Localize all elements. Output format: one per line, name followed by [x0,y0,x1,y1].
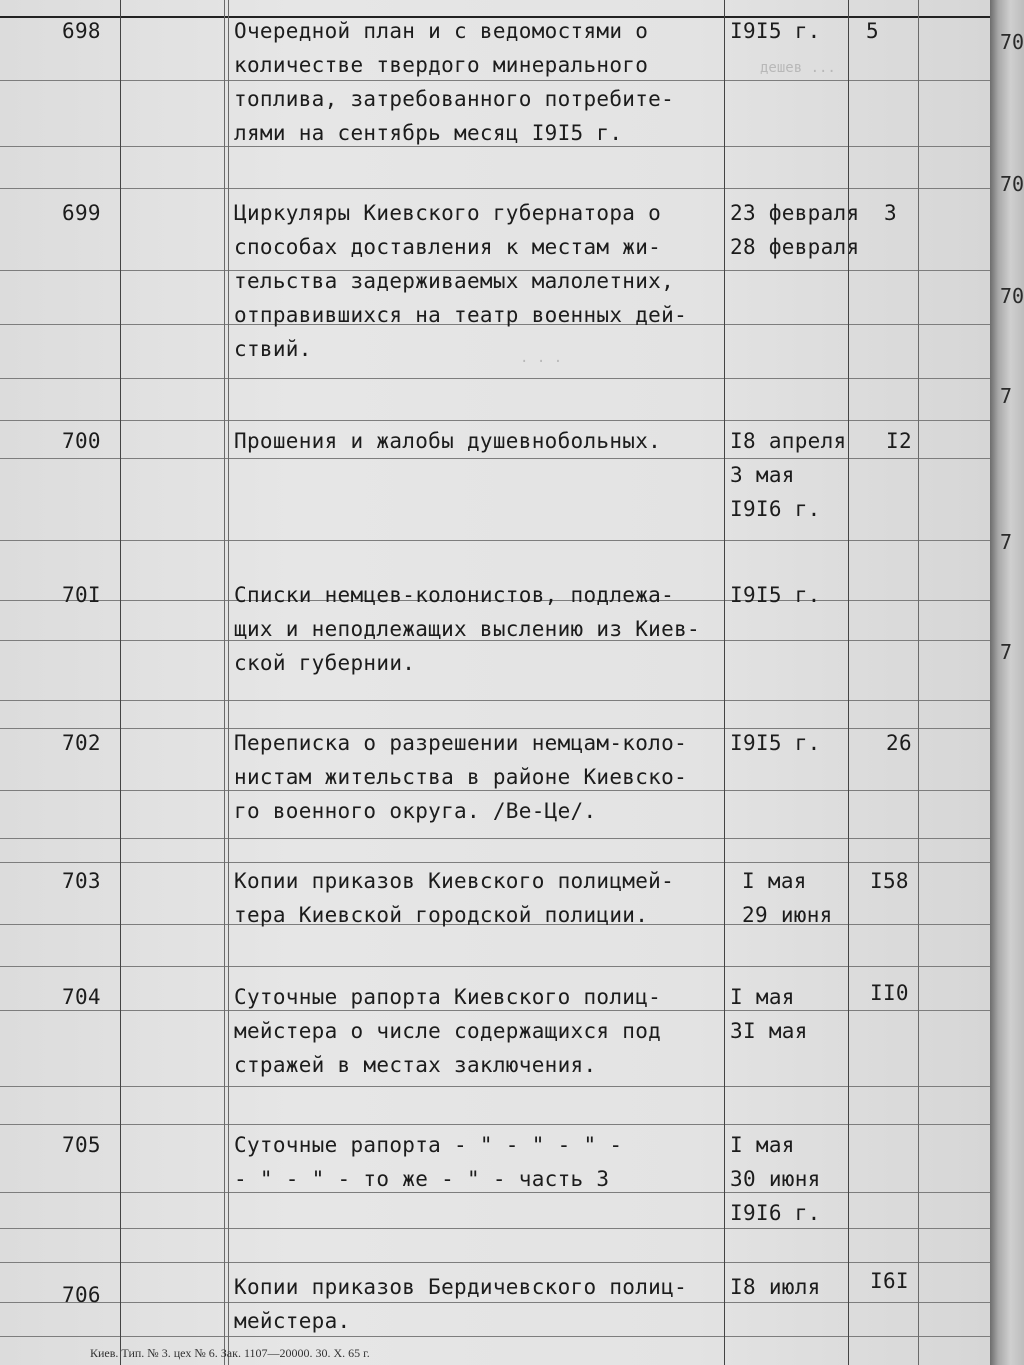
entry-description: Переписка о разрешении немцам-коло- нистам жительства в районе Киевско- го военного округа. /Ве-Це/. [234,731,688,823]
entry-dates: I9I5 г. [730,731,821,755]
entry-description: Циркуляры Киевского губернатора о способах доставления к местам жи- тельства задерживаемых малолетних, отправившихся на театр военных дей- ствий. [234,201,688,361]
edge-number: 7 [1000,384,1013,408]
rule [0,420,992,421]
entry-sheet-count: 3 [884,201,897,225]
edge-number: 70 [1000,172,1024,196]
entry-dates: I9I5 г. [730,583,821,607]
entry-number: 704 [62,985,101,1009]
entry-sheet-count: I58 [870,869,909,893]
entry-dates: 23 февраля 28 февраля [730,201,860,259]
rule [0,1086,992,1087]
entry-number: 699 [62,201,101,225]
entry-dates: I9I5 г. [730,19,821,43]
entry-dates: I мая 3I мая [730,985,808,1043]
entry-number: 703 [62,869,101,893]
rule [0,1124,992,1125]
rule [0,862,992,863]
rule [0,838,992,839]
edge-number: 70 [1000,284,1024,308]
entry-number: 702 [62,731,101,755]
rule [0,540,992,541]
edge-number: 70 [1000,30,1024,54]
rule [0,700,992,701]
entry-number: 70I [62,583,101,607]
entry-dates: I8 апреля 3 мая I9I6 г. [730,429,847,521]
entry-number: 706 [62,1283,101,1307]
entry-description: Копии приказов Киевского полицмей- тера Киевской городской полиции. [234,869,675,927]
rule [0,378,992,379]
column-divider [724,0,725,1365]
entry-description: Копии приказов Бердичевского полиц- мейстера. [234,1275,688,1333]
entry-dates: I8 июля [730,1275,821,1299]
entry-dates: I мая 29 июня [742,869,833,927]
entry-number: 700 [62,429,101,453]
entry-sheet-count: I6I [870,1269,909,1293]
column-divider [224,0,225,1365]
rule [0,1262,992,1263]
bleed-through: . . . [520,350,563,366]
printer-imprint: Киев. Тип. № 3. цех № 6. Зак. 1107—20000. 30. X. 65 г. [90,1346,370,1360]
edge-number: 7 [1000,640,1013,664]
entry-description: Очередной план и с ведомостями о количестве твердого минерального топлива, затребованного потребите- лями на сентябрь месяц I9I5 г. [234,19,675,145]
entry-sheet-count: I2 [886,429,912,453]
entry-dates: I мая 30 июня I9I6 г. [730,1133,821,1225]
entry-sheet-count: 5 [866,19,879,43]
entry-sheet-count: 26 [886,731,912,755]
bleed-through: дешев ... [760,60,836,76]
entry-sheet-count: II0 [870,981,909,1005]
next-page-edge [990,0,1024,1365]
entry-number: 698 [62,19,101,43]
entry-description: Суточные рапорта Киевского полиц- мейстера о числе содержащихся под стражей в местах заключения. [234,985,662,1077]
column-divider [228,0,229,1365]
rule [0,966,992,967]
entry-description: Списки немцев-колонистов, подлежа- щих и неподлежащих выслению из Киев- ской губернии. [234,583,700,675]
entry-description: Суточные рапорта - " - " - " - - " - " - то же - " - часть 3 [234,1133,623,1191]
edge-number: 7 [1000,530,1013,554]
entry-number: 705 [62,1133,101,1157]
rule [0,188,992,189]
entry-description: Прошения и жалобы душевнобольных. [234,429,662,453]
